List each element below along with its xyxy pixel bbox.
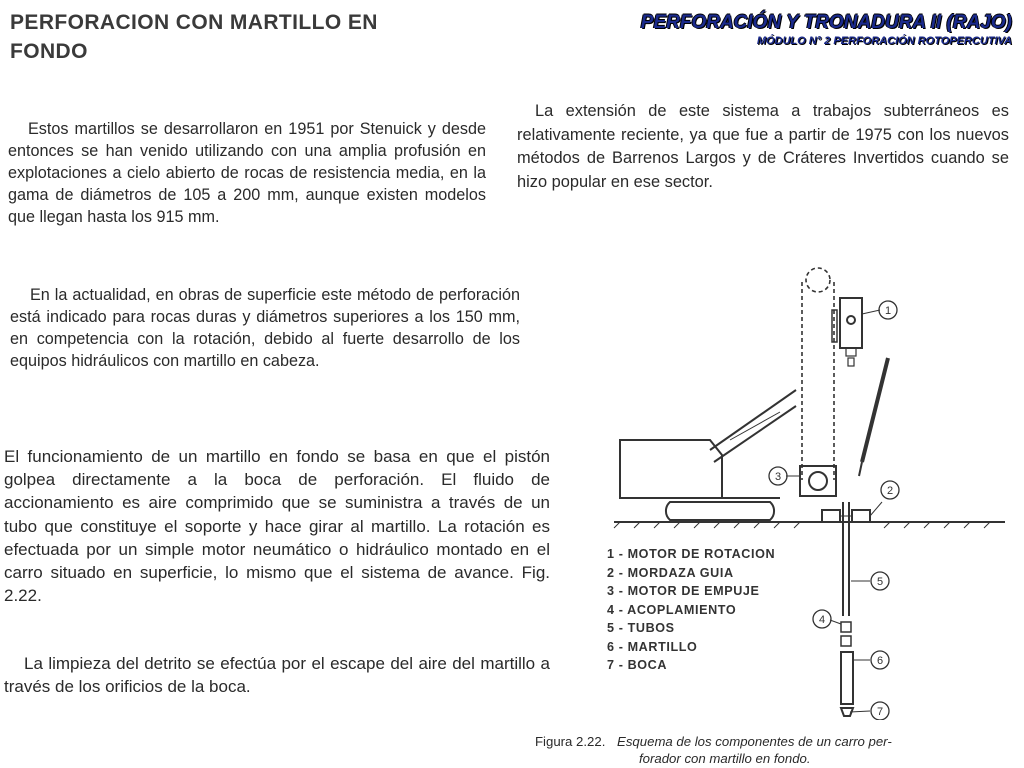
callout-2: 2	[886, 485, 894, 497]
banner-subtitle: MÓDULO N° 2 PERFORACIÓN ROTOPERCUTIVA	[756, 35, 1012, 47]
legend-item-rotation-motor: 1 - MOTOR DE ROTACION	[607, 547, 776, 561]
caption-label: Figura 2.22.	[535, 734, 606, 749]
callout-6: 6	[876, 655, 884, 667]
callout-3: 3	[774, 471, 782, 483]
figure-legend	[607, 545, 775, 675]
coupling	[841, 622, 851, 632]
course-banner	[641, 12, 1012, 48]
legend-item-tubes: 5 - TUBOS	[607, 621, 675, 635]
paragraph-cleaning: La limpieza del detrito se efectúa por el escape del aire del martillo a través de los orificios de la boca.	[4, 654, 550, 697]
callout-4: 4	[818, 614, 826, 626]
callout-1: 1	[884, 305, 892, 317]
title-line-1: PERFORACION CON MARTILLO EN	[10, 11, 378, 34]
legend-item-coupling: 4 - ACOPLAMIENTO	[607, 602, 737, 617]
paragraph-underground: La extensión de este sistema a trabajos subterráneos es relativamente reciente, ya que fue a partir de 1975 con los nuevos métodos de Barrenos Largos y de Cráteres Invertidos cuando se hizo popular en ese sector.	[517, 102, 1009, 191]
banner-title: PERFORACIÓN Y TRONADURA II (RAJO)	[640, 12, 1012, 33]
caption-line-1: Esquema de los componentes de un carro per-	[617, 734, 892, 749]
callout-5: 5	[876, 576, 884, 588]
legend-item-bit: 7 - BOCA	[607, 658, 668, 672]
push-motor	[800, 466, 836, 496]
guide-clamp-right	[852, 510, 870, 522]
boom-lower	[714, 406, 796, 462]
document-title	[10, 8, 378, 66]
legend-item-push-motor: 3 - MOTOR DE EMPUJE	[607, 584, 760, 598]
rig-tracks	[666, 502, 774, 520]
spare-rod	[862, 358, 888, 462]
paragraph-history: Estos martillos se desarrollaron en 1951 por Stenuick y desde entonces se han venido utilizando con una amplia profusión en explotaciones a cielo abierto de rocas de resistencia media, en la gama de diámetros de 105 a 200 mm, aunque existen modelos que llegan hasta los 915 mm.	[8, 120, 486, 226]
rig-cab	[620, 440, 722, 498]
hammer	[841, 652, 853, 704]
caption-line-2: forador con martillo en fondo.	[639, 751, 811, 766]
figure-caption	[535, 733, 1015, 767]
boom-upper	[710, 390, 796, 450]
legend-item-hammer: 6 - MARTILLO	[607, 639, 698, 654]
callout-7: 7	[876, 706, 884, 718]
paragraph-operation: El funcionamiento de un martillo en fondo se basa en que el pistón golpea directamente a la boca de perforación. El fluido de accionamiento es aire comprimido que se suministra a través de un tubo que constituye el soporte y hace girar al martillo. La rotación es efectuada por un simple motor neumático o hidráulico montado en el carro situado en superficie, lo mismo que el sistema de avance. Fig. 2.22.	[4, 447, 550, 606]
mast-dashed	[802, 268, 834, 480]
paragraph-current-use: En la actualidad, en obras de superficie este método de perforación está indicado para rocas duras y diámetros superiores a los 150 mm, en competencia con la rotación, debido al fuerte desarrollo de los equipos hidráulicos con martillo en cabeza.	[10, 286, 520, 370]
title-line-2: FONDO	[10, 40, 88, 63]
legend-item-guide-clamp: 2 - MORDAZA GUIA	[607, 565, 734, 580]
guide-clamp-left	[822, 510, 840, 522]
